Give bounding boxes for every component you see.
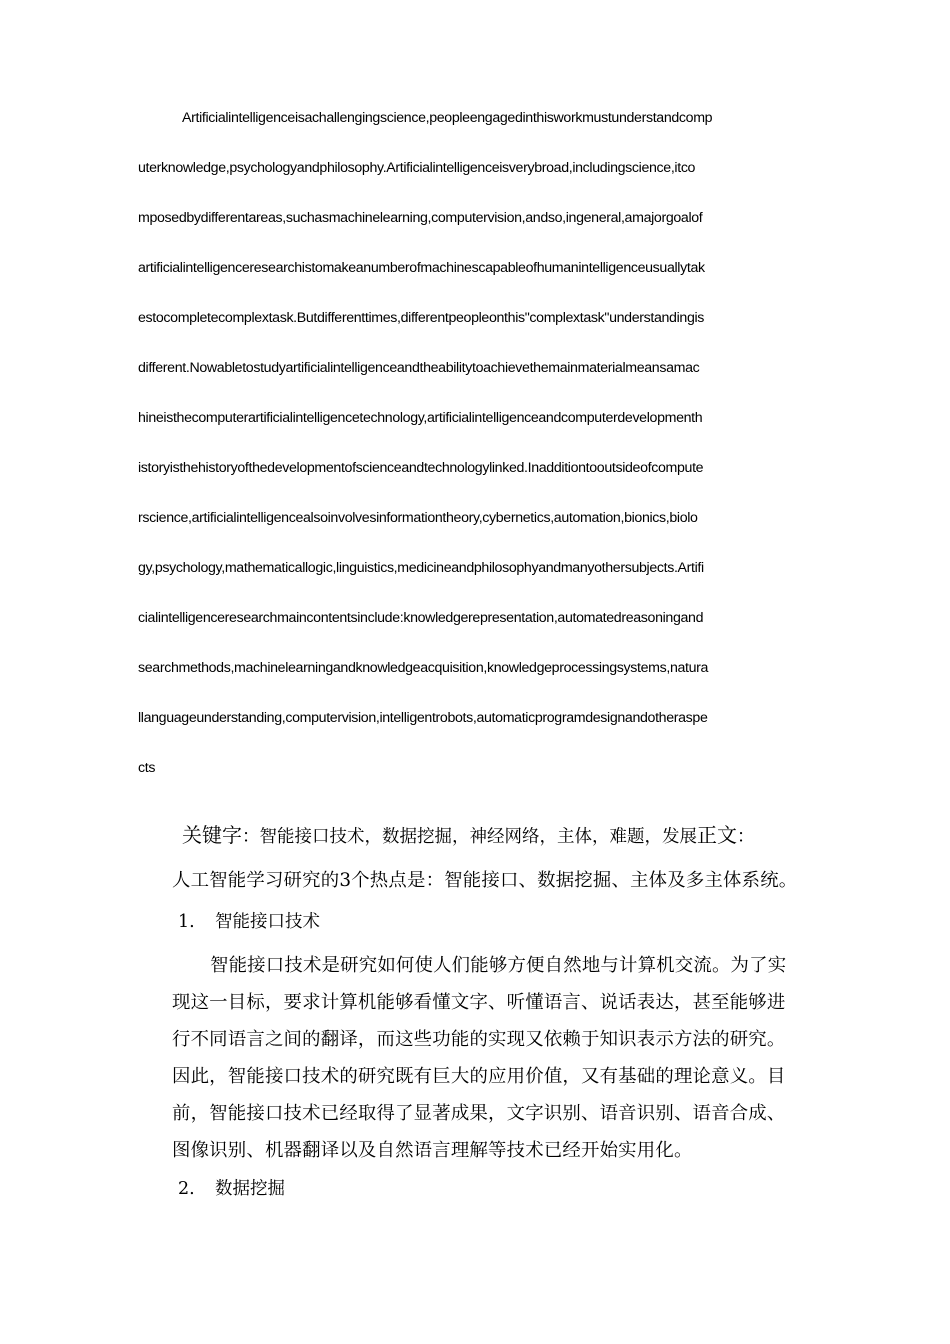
section-heading-2 xyxy=(178,1175,285,1203)
keywords-colon: ： xyxy=(242,827,260,847)
keywords-label: 关键字 xyxy=(182,823,242,847)
section-heading-1 xyxy=(178,908,320,936)
abstract-line-14: cts xyxy=(138,760,156,776)
section1-line-2: 现这一目标，要求计算机能够看懂文字、听懂语言、说话表达，甚至能够进 xyxy=(172,992,786,1013)
abstract-line-3: mposedbydifferentareas,suchasmachinelearning,computervision,andso,ingeneral,amajorgoalof xyxy=(138,210,703,226)
section1-line-1: 智能接口技术是研究如何使人们能够方便自然地与计算机交流。为了实 xyxy=(210,955,787,976)
intro-paragraph: 人工智能学习研究的3个热点是：智能接口、数据挖掘、主体及多主体系统。 xyxy=(172,870,798,891)
abstract-line-7: hineisthecomputerartificialintelligencetechnology,artificialintelligenceandcomputerdevelopmenth xyxy=(138,410,703,426)
abstract-line-1: Artificialintelligenceisachallengingscience,peopleengagedinthisworkmustunderstandcomp xyxy=(182,110,713,126)
section1-line-6: 图像识别、机器翻译以及自然语言理解等技术已经开始实用化。 xyxy=(172,1140,693,1161)
section1-line-3: 行不同语言之间的翻译，而这些功能的实现又依赖于知识表示方法的研究。 xyxy=(172,1029,786,1050)
body-colon: ： xyxy=(737,827,755,847)
abstract-line-6: different.Nowabletostudyartificialintelligenceandtheabilitytoachievethemainmaterialmeansamac xyxy=(138,360,700,376)
keywords-text: 智能接口技术，数据挖掘，神经网络，主体，难题，发展 xyxy=(259,827,697,847)
section-title-2: 数据挖掘 xyxy=(215,1179,285,1199)
abstract-line-2: uterknowledge,psychologyandphilosophy.Artificialintelligenceisverybroad,includingscience,itco xyxy=(138,160,696,176)
section-title-1: 智能接口技术 xyxy=(215,912,320,932)
body-label: 正文 xyxy=(697,823,737,847)
abstract-line-8: istoryisthehistoryofthedevelopmentofscienceandtechnologylinked.Inadditiontooutsideofcompute xyxy=(138,460,704,476)
abstract-line-9: rscience,artificialintelligencealsoinvolvesinformationtheory,cybernetics,automation,bionics,biolo xyxy=(138,510,698,526)
abstract-line-10: gy,psychology,mathematicallogic,linguistics,medicineandphilosophyandmanyothersubjects.Artifi xyxy=(138,560,704,576)
abstract-line-13: llanguageunderstanding,computervision,intelligentrobots,automaticprogramdesignandotheraspe xyxy=(138,710,708,726)
abstract-line-5: estocompletecomplextask.Butdifferenttimes,differentpeopleonthis"complextask"understandingis xyxy=(138,310,705,326)
keywords-line xyxy=(182,821,755,849)
section-number-1: 1. xyxy=(178,912,195,932)
section1-line-5: 前，智能接口技术已经取得了显著成果，文字识别、语音识别、语音合成、 xyxy=(172,1103,786,1124)
section1-line-4: 因此，智能接口技术的研究既有巨大的应用价值，又有基础的理论意义。目 xyxy=(172,1066,786,1087)
abstract-line-12: searchmethods,machinelearningandknowledgeacquisition,knowledgeprocessingsystems,natura xyxy=(138,660,709,676)
section-number-2: 2. xyxy=(178,1179,195,1199)
abstract-line-4: artificialintelligenceresearchistomakeanumberofmachinescapableofhumanintelligenceusuallytak xyxy=(138,260,705,276)
abstract-line-11: cialintelligenceresearchmaincontentsinclude:knowledgerepresentation,automatedreasoningand xyxy=(138,610,704,626)
